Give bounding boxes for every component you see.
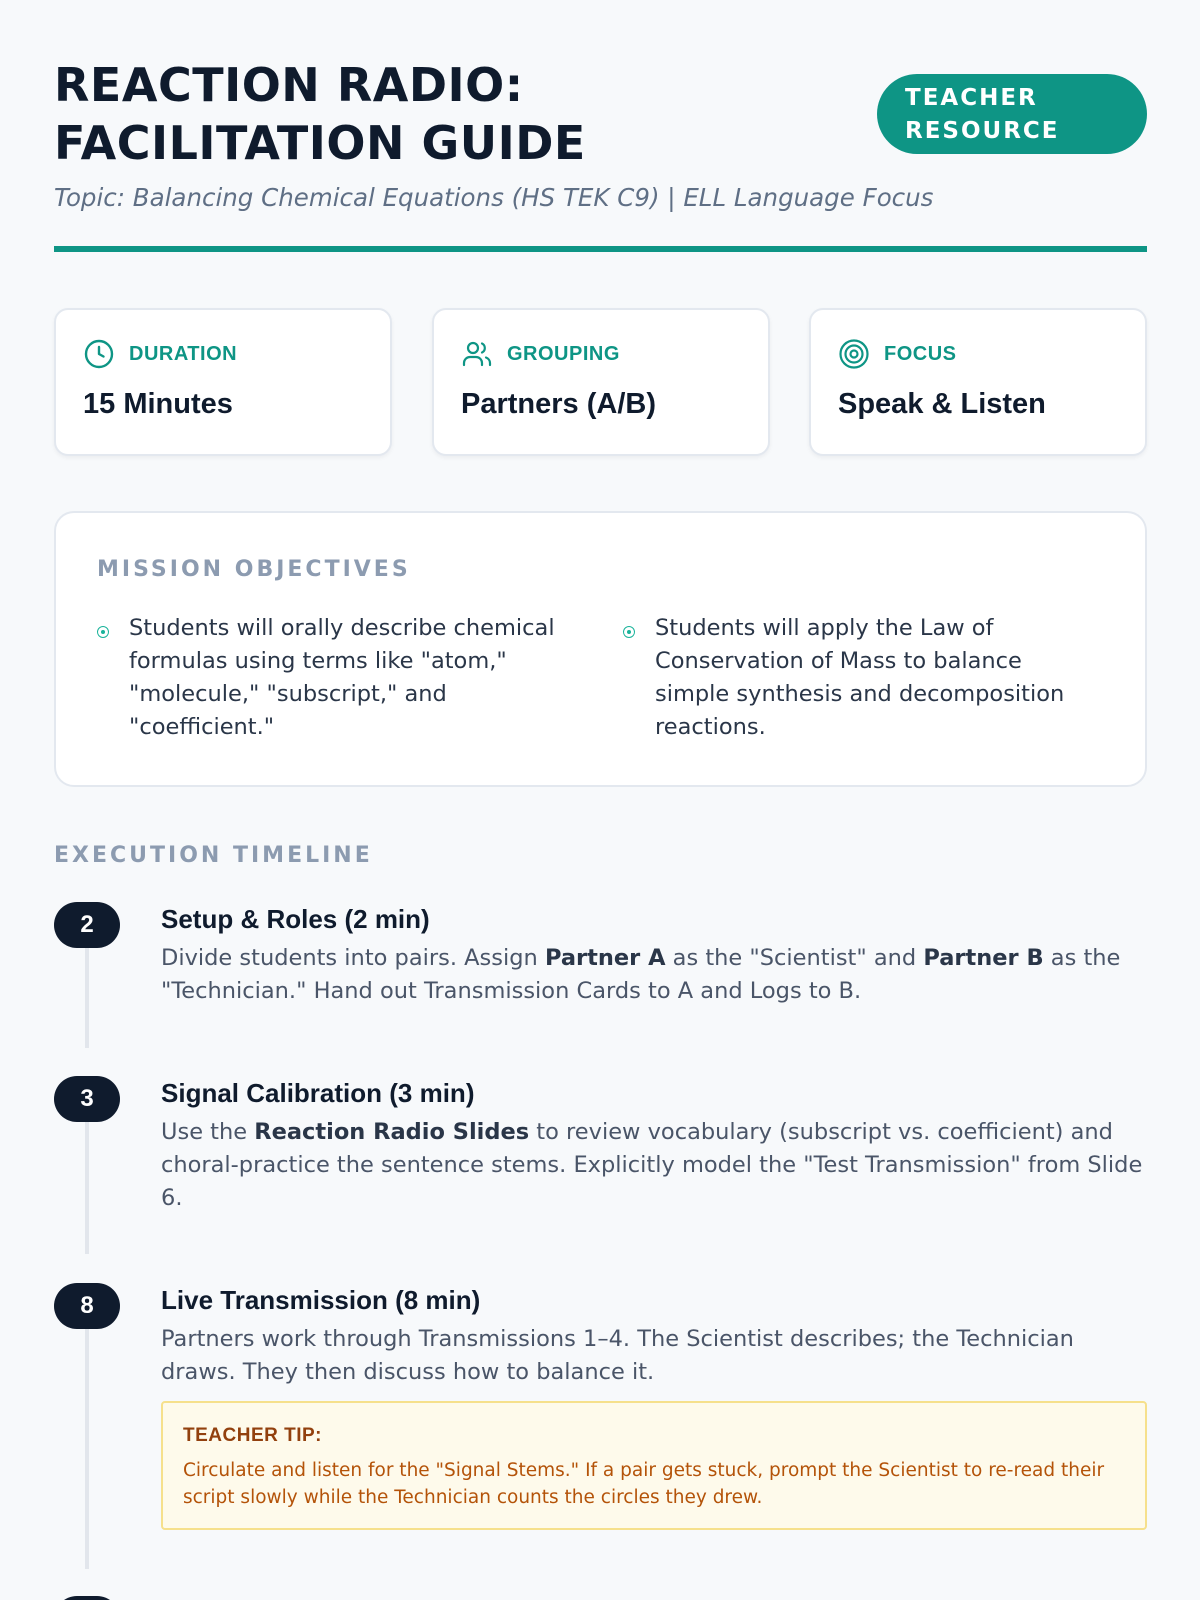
step-number-badge: 3 <box>54 1076 120 1122</box>
target-icon <box>838 338 870 370</box>
topic-subtitle: Topic: Balancing Chemical Equations (HS TEK C9) | ELL Language Focus <box>54 183 934 212</box>
objective-text: Students will orally describe chemical formulas using terms like "atom," "molecule," "subscript," and "coefficient." <box>129 615 555 740</box>
teacher-tip-text: Circulate and listen for the "Signal Stems." If a pair gets stuck, prompt the Scientist to re-read their script slowly while the Technician counts the circles they drew. <box>183 1460 1105 1508</box>
timeline-title: EXECUTION TIMELINE <box>54 843 373 868</box>
emphasis: Partner B <box>923 945 1044 971</box>
step-title: Live Transmission (8 min) <box>161 1285 481 1315</box>
stat-card-duration <box>54 308 392 456</box>
users-icon <box>461 338 493 370</box>
teacher-tip-callout <box>161 1401 1147 1530</box>
objective-text: Students will apply the Law of Conservation of Mass to balance simple synthesis and decomposition reactions. <box>655 615 1065 740</box>
step-number-badge-next <box>54 1596 120 1600</box>
emphasis: Reaction Radio Slides <box>254 1119 530 1145</box>
teacher-tip-label: TEACHER TIP: <box>183 1425 322 1446</box>
facilitation-guide <box>54 0 1147 1508</box>
mission-objectives-title: MISSION OBJECTIVES <box>97 557 411 582</box>
step-number-badge: 8 <box>54 1283 120 1329</box>
step-description: Divide students into pairs. Assign Partner A as the "Scientist" and Partner B as the "Technician." Hand out Transmission Cards to A and Logs to B. <box>161 945 1121 1004</box>
guide-header <box>54 0 1147 255</box>
emphasis: Partner A <box>544 945 666 971</box>
stat-label: DURATION <box>129 342 238 365</box>
step-description: Use the Reaction Radio Slides to review vocabulary (subscript vs. coefficient) and choral-practice the sentence stems. Explicitly model the "Test Transmission" from Slide 6. <box>161 1119 1143 1211</box>
step-title: Signal Calibration (3 min) <box>161 1078 475 1108</box>
objective-item <box>97 612 567 744</box>
page-title <box>54 56 754 172</box>
bullet-icon <box>97 626 109 638</box>
title-line-1: REACTION RADIO: <box>54 58 524 112</box>
step-number-badge: 2 <box>54 902 120 948</box>
header-divider <box>54 246 1147 252</box>
badge-line-2: RESOURCE <box>905 118 1060 144</box>
timeline-connector <box>85 948 89 1048</box>
step-title: Setup & Roles (2 min) <box>161 904 430 934</box>
bullet-icon <box>623 626 635 638</box>
stat-label: GROUPING <box>507 342 620 365</box>
title-line-2: FACILITATION GUIDE <box>54 116 586 170</box>
stat-cards <box>54 308 1147 456</box>
stat-card-focus <box>809 308 1147 456</box>
objective-item <box>623 612 1093 744</box>
timeline-connector <box>85 1122 89 1254</box>
stat-value: Speak & Listen <box>838 388 1046 420</box>
mission-objectives-card <box>54 511 1147 787</box>
teacher-resource-badge <box>877 74 1147 154</box>
stat-value: 15 Minutes <box>83 388 233 420</box>
badge-line-1: TEACHER <box>905 85 1038 111</box>
stat-label: FOCUS <box>884 342 957 365</box>
stat-value: Partners (A/B) <box>461 388 656 420</box>
clock-icon <box>83 338 115 370</box>
step-description: Partners work through Transmissions 1–4. The Scientist describes; the Technician draws. They then discuss how to balance it. <box>161 1326 1074 1385</box>
stat-card-grouping <box>432 308 770 456</box>
timeline-connector <box>85 1329 89 1569</box>
